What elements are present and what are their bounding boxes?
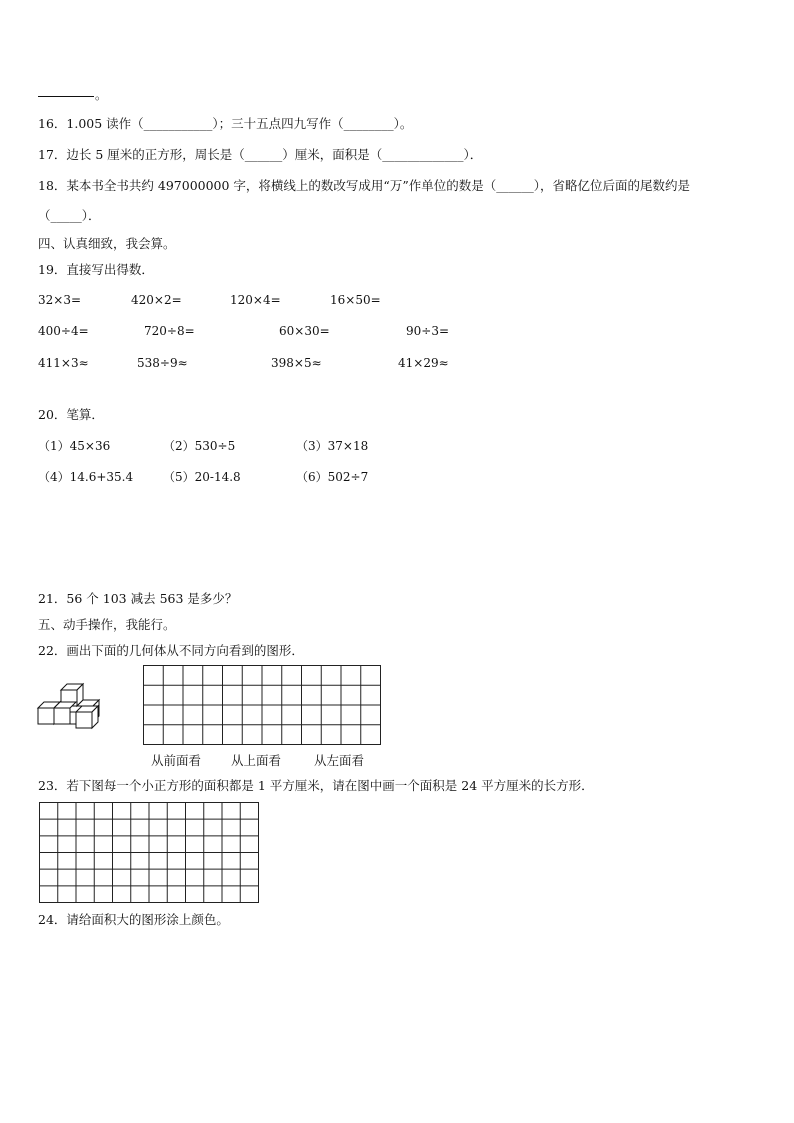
q15-answer-blank[interactable] xyxy=(38,96,94,97)
calc-item: 538÷9≈ xyxy=(137,356,188,370)
calc-item: 420×2= xyxy=(131,293,182,307)
written-calc-item: （4）14.6+35.4 xyxy=(38,470,134,484)
question-24: 24．请给面积大的图形涂上颜色。 xyxy=(38,912,229,927)
calc-item: 398×5≈ xyxy=(271,356,322,370)
calc-item: 120×4= xyxy=(230,293,281,307)
question-19: 19．直接写出得数． xyxy=(38,262,154,277)
question-23: 23．若下图每一个小正方形的面积都是 1 平方厘米，请在图中画一个面积是 24 平方厘米的长方形． xyxy=(38,778,594,793)
question-21: 21．56 个 103 减去 563 是多少？ xyxy=(38,591,238,606)
calc-item: 400÷4= xyxy=(38,324,89,338)
calc-item: 41×29≈ xyxy=(398,356,449,370)
written-calc-item: （2）530÷5 xyxy=(163,439,236,453)
calc-item: 60×30= xyxy=(279,324,330,338)
area-drawing-grid[interactable] xyxy=(39,802,260,904)
q15-tail: 。 xyxy=(95,88,108,102)
question-16: 16．1.005 读作（___________）；三十五点四九写作（________）。 xyxy=(38,116,413,131)
section-4-heading: 四、认真细致，我会算。 xyxy=(38,236,176,251)
calc-item: 411×3≈ xyxy=(38,356,89,370)
question-20: 20．笔算． xyxy=(38,407,104,422)
calc-item: 90÷3= xyxy=(406,324,450,338)
written-calc-item: （1）45×36 xyxy=(38,439,111,453)
question-18-line2: （_____）． xyxy=(38,208,101,223)
caption-top-view: 从上面看 xyxy=(231,753,282,768)
section-5-heading: 五、动手操作，我能行。 xyxy=(38,617,176,632)
question-17: 17．边长 5 厘米的正方形，周长是（______）厘米，面积是（_____________）． xyxy=(38,147,483,162)
written-calc-item: （3）37×18 xyxy=(296,439,369,453)
caption-front-view: 从前面看 xyxy=(151,753,202,768)
view-drawing-grid[interactable] xyxy=(143,665,382,746)
calc-item: 720÷8= xyxy=(144,324,195,338)
written-calc-item: （6）502÷7 xyxy=(296,470,369,484)
written-calc-item: （5）20-14.8 xyxy=(163,470,241,484)
question-22: 22．画出下面的几何体从不同方向看到的图形． xyxy=(38,643,304,658)
cube-solid-figure xyxy=(36,682,108,738)
calc-item: 16×50= xyxy=(330,293,381,307)
question-18-line1: 18．某本书全书共约 497000000 字，将横线上的数改写成用“万”作单位的数是（______），省略亿位后面的尾数约是 xyxy=(38,178,690,193)
calc-item: 32×3= xyxy=(38,293,82,307)
caption-left-view: 从左面看 xyxy=(314,753,365,768)
